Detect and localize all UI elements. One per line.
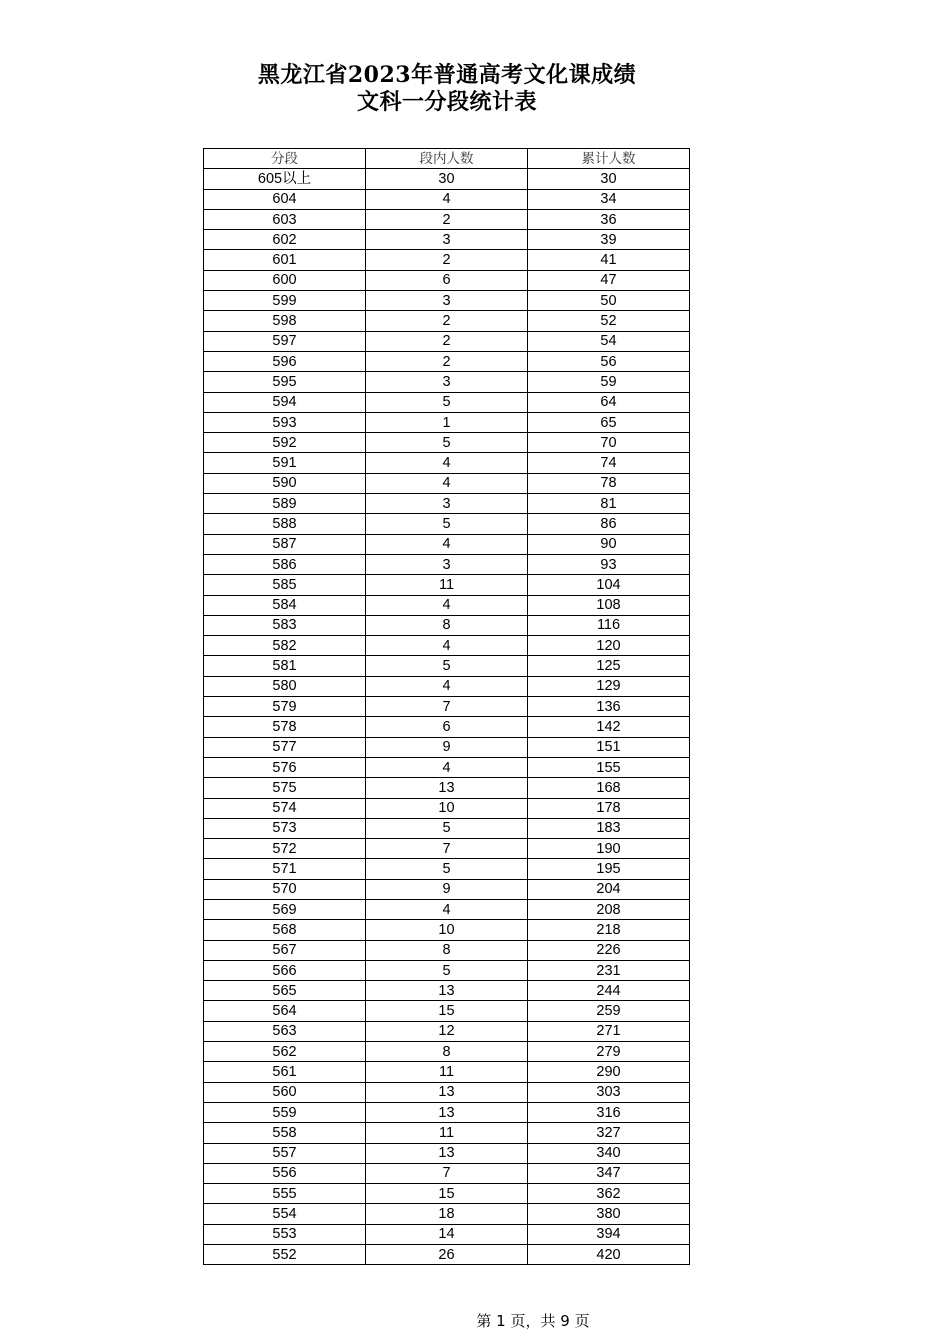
cell-count-in-segment: 13 xyxy=(366,981,528,1001)
cell-count-in-segment: 3 xyxy=(366,372,528,392)
cell-cumulative-count: 226 xyxy=(528,940,690,960)
table-row xyxy=(204,351,690,371)
cell-count-in-segment: 4 xyxy=(366,473,528,493)
cell-cumulative-count: 34 xyxy=(528,189,690,209)
document-subtitle: 文科一分段统计表 xyxy=(356,89,537,115)
cell-count-in-segment: 4 xyxy=(366,757,528,777)
table-row xyxy=(204,433,690,453)
cell-score-segment: 569 xyxy=(204,899,366,919)
cell-count-in-segment: 7 xyxy=(366,839,528,859)
cell-count-in-segment: 2 xyxy=(366,311,528,331)
cell-score-segment: 595 xyxy=(204,372,366,392)
cell-cumulative-count: 142 xyxy=(528,717,690,737)
cell-count-in-segment: 10 xyxy=(366,920,528,940)
cell-score-segment: 589 xyxy=(204,494,366,514)
table-row xyxy=(204,169,690,189)
table-row xyxy=(204,1021,690,1041)
cell-score-segment: 590 xyxy=(204,473,366,493)
cell-count-in-segment: 8 xyxy=(366,1042,528,1062)
header-count-in-segment: 段内人数 xyxy=(366,149,528,169)
table-row xyxy=(204,1042,690,1062)
table-row xyxy=(204,757,690,777)
cell-score-segment: 578 xyxy=(204,717,366,737)
cell-count-in-segment: 13 xyxy=(366,1143,528,1163)
cell-score-segment: 572 xyxy=(204,839,366,859)
table-row xyxy=(204,778,690,798)
table-row xyxy=(204,1184,690,1204)
cell-score-segment: 588 xyxy=(204,514,366,534)
cell-count-in-segment: 11 xyxy=(366,1062,528,1082)
cell-score-segment: 555 xyxy=(204,1184,366,1204)
cell-count-in-segment: 4 xyxy=(366,676,528,696)
cell-count-in-segment: 4 xyxy=(366,453,528,473)
cell-count-in-segment: 14 xyxy=(366,1224,528,1244)
cell-score-segment: 565 xyxy=(204,981,366,1001)
cell-cumulative-count: 151 xyxy=(528,737,690,757)
cell-cumulative-count: 36 xyxy=(528,209,690,229)
cell-score-segment: 552 xyxy=(204,1245,366,1265)
table-row xyxy=(204,960,690,980)
cell-cumulative-count: 190 xyxy=(528,839,690,859)
cell-score-segment: 582 xyxy=(204,636,366,656)
cell-cumulative-count: 90 xyxy=(528,534,690,554)
cell-cumulative-count: 81 xyxy=(528,494,690,514)
cell-cumulative-count: 316 xyxy=(528,1102,690,1122)
cell-cumulative-count: 218 xyxy=(528,920,690,940)
cell-score-segment: 567 xyxy=(204,940,366,960)
cell-score-segment: 564 xyxy=(204,1001,366,1021)
cell-cumulative-count: 178 xyxy=(528,798,690,818)
table-row xyxy=(204,1143,690,1163)
cell-count-in-segment: 4 xyxy=(366,189,528,209)
table-row xyxy=(204,1163,690,1183)
cell-count-in-segment: 3 xyxy=(366,494,528,514)
cell-count-in-segment: 26 xyxy=(366,1245,528,1265)
cell-cumulative-count: 39 xyxy=(528,230,690,250)
table-row xyxy=(204,270,690,290)
header-cumulative-count: 累计人数 xyxy=(528,149,690,169)
cell-cumulative-count: 259 xyxy=(528,1001,690,1021)
cell-cumulative-count: 56 xyxy=(528,351,690,371)
cell-cumulative-count: 65 xyxy=(528,412,690,432)
cell-score-segment: 599 xyxy=(204,291,366,311)
cell-cumulative-count: 64 xyxy=(528,392,690,412)
table-row xyxy=(204,209,690,229)
page-footer: 第 1 页，共 9 页 xyxy=(476,1312,590,1330)
cell-cumulative-count: 231 xyxy=(528,960,690,980)
table-row xyxy=(204,1062,690,1082)
table-row xyxy=(204,291,690,311)
cell-count-in-segment: 5 xyxy=(366,818,528,838)
cell-count-in-segment: 2 xyxy=(366,351,528,371)
table-row xyxy=(204,981,690,1001)
table-row xyxy=(204,1224,690,1244)
table-header-row xyxy=(204,149,690,169)
cell-count-in-segment: 3 xyxy=(366,230,528,250)
cell-cumulative-count: 59 xyxy=(528,372,690,392)
cell-count-in-segment: 4 xyxy=(366,534,528,554)
cell-cumulative-count: 195 xyxy=(528,859,690,879)
cell-score-segment: 581 xyxy=(204,656,366,676)
cell-cumulative-count: 136 xyxy=(528,697,690,717)
cell-cumulative-count: 279 xyxy=(528,1042,690,1062)
cell-cumulative-count: 362 xyxy=(528,1184,690,1204)
table-row xyxy=(204,920,690,940)
cell-score-segment: 573 xyxy=(204,818,366,838)
cell-count-in-segment: 3 xyxy=(366,554,528,574)
cell-score-segment: 586 xyxy=(204,554,366,574)
cell-count-in-segment: 5 xyxy=(366,656,528,676)
cell-cumulative-count: 380 xyxy=(528,1204,690,1224)
cell-score-segment: 556 xyxy=(204,1163,366,1183)
table-row xyxy=(204,818,690,838)
cell-score-segment: 571 xyxy=(204,859,366,879)
cell-count-in-segment: 9 xyxy=(366,879,528,899)
table-row xyxy=(204,1082,690,1102)
cell-score-segment: 574 xyxy=(204,798,366,818)
document-title: 黑龙江省2023年普通高考文化课成绩 xyxy=(257,62,637,88)
table-row xyxy=(204,697,690,717)
table-row xyxy=(204,656,690,676)
table-row xyxy=(204,575,690,595)
cell-count-in-segment: 8 xyxy=(366,940,528,960)
cell-score-segment: 557 xyxy=(204,1143,366,1163)
table-row xyxy=(204,473,690,493)
cell-count-in-segment: 5 xyxy=(366,960,528,980)
cell-count-in-segment: 5 xyxy=(366,859,528,879)
cell-score-segment: 577 xyxy=(204,737,366,757)
cell-count-in-segment: 11 xyxy=(366,1123,528,1143)
cell-cumulative-count: 50 xyxy=(528,291,690,311)
cell-count-in-segment: 4 xyxy=(366,636,528,656)
cell-count-in-segment: 1 xyxy=(366,412,528,432)
cell-score-segment: 559 xyxy=(204,1102,366,1122)
cell-count-in-segment: 2 xyxy=(366,250,528,270)
cell-cumulative-count: 104 xyxy=(528,575,690,595)
table-row xyxy=(204,879,690,899)
table-row xyxy=(204,798,690,818)
cell-count-in-segment: 4 xyxy=(366,899,528,919)
table-row xyxy=(204,859,690,879)
cell-cumulative-count: 155 xyxy=(528,757,690,777)
cell-cumulative-count: 52 xyxy=(528,311,690,331)
cell-score-segment: 563 xyxy=(204,1021,366,1041)
table-row xyxy=(204,636,690,656)
cell-count-in-segment: 15 xyxy=(366,1184,528,1204)
cell-score-segment: 566 xyxy=(204,960,366,980)
cell-count-in-segment: 6 xyxy=(366,717,528,737)
cell-count-in-segment: 10 xyxy=(366,798,528,818)
cell-score-segment: 553 xyxy=(204,1224,366,1244)
cell-count-in-segment: 12 xyxy=(366,1021,528,1041)
cell-cumulative-count: 108 xyxy=(528,595,690,615)
header-score-segment: 分段 xyxy=(204,149,366,169)
cell-count-in-segment: 13 xyxy=(366,1102,528,1122)
cell-score-segment: 575 xyxy=(204,778,366,798)
cell-count-in-segment: 5 xyxy=(366,514,528,534)
cell-cumulative-count: 125 xyxy=(528,656,690,676)
cell-cumulative-count: 47 xyxy=(528,270,690,290)
cell-count-in-segment: 3 xyxy=(366,291,528,311)
cell-score-segment: 587 xyxy=(204,534,366,554)
table-row xyxy=(204,534,690,554)
cell-score-segment: 561 xyxy=(204,1062,366,1082)
cell-cumulative-count: 93 xyxy=(528,554,690,574)
table-row xyxy=(204,615,690,635)
table-row xyxy=(204,1102,690,1122)
table-row xyxy=(204,676,690,696)
cell-score-segment: 602 xyxy=(204,230,366,250)
cell-score-segment: 585 xyxy=(204,575,366,595)
cell-score-segment: 558 xyxy=(204,1123,366,1143)
table-row xyxy=(204,1245,690,1265)
cell-score-segment: 593 xyxy=(204,412,366,432)
cell-cumulative-count: 303 xyxy=(528,1082,690,1102)
table-row xyxy=(204,189,690,209)
table-row xyxy=(204,1204,690,1224)
cell-cumulative-count: 30 xyxy=(528,169,690,189)
cell-score-segment: 600 xyxy=(204,270,366,290)
cell-count-in-segment: 7 xyxy=(366,697,528,717)
table-row xyxy=(204,331,690,351)
cell-cumulative-count: 271 xyxy=(528,1021,690,1041)
cell-cumulative-count: 347 xyxy=(528,1163,690,1183)
table-row xyxy=(204,372,690,392)
cell-cumulative-count: 290 xyxy=(528,1062,690,1082)
table-row xyxy=(204,717,690,737)
cell-count-in-segment: 15 xyxy=(366,1001,528,1021)
cell-score-segment: 560 xyxy=(204,1082,366,1102)
cell-score-segment: 592 xyxy=(204,433,366,453)
cell-score-segment: 562 xyxy=(204,1042,366,1062)
table-row xyxy=(204,737,690,757)
cell-count-in-segment: 30 xyxy=(366,169,528,189)
cell-score-segment: 597 xyxy=(204,331,366,351)
table-row xyxy=(204,554,690,574)
cell-cumulative-count: 244 xyxy=(528,981,690,1001)
cell-count-in-segment: 6 xyxy=(366,270,528,290)
cell-count-in-segment: 13 xyxy=(366,778,528,798)
cell-count-in-segment: 9 xyxy=(366,737,528,757)
cell-cumulative-count: 54 xyxy=(528,331,690,351)
table-row xyxy=(204,494,690,514)
cell-score-segment: 596 xyxy=(204,351,366,371)
cell-cumulative-count: 70 xyxy=(528,433,690,453)
cell-count-in-segment: 7 xyxy=(366,1163,528,1183)
cell-score-segment: 598 xyxy=(204,311,366,331)
cell-count-in-segment: 2 xyxy=(366,209,528,229)
cell-score-segment: 584 xyxy=(204,595,366,615)
table-row xyxy=(204,899,690,919)
cell-cumulative-count: 340 xyxy=(528,1143,690,1163)
table-row xyxy=(204,839,690,859)
cell-count-in-segment: 8 xyxy=(366,615,528,635)
table-row xyxy=(204,595,690,615)
cell-cumulative-count: 394 xyxy=(528,1224,690,1244)
table-row xyxy=(204,230,690,250)
table-row xyxy=(204,514,690,534)
cell-cumulative-count: 168 xyxy=(528,778,690,798)
cell-count-in-segment: 11 xyxy=(366,575,528,595)
cell-score-segment: 604 xyxy=(204,189,366,209)
cell-score-segment: 580 xyxy=(204,676,366,696)
cell-cumulative-count: 208 xyxy=(528,899,690,919)
cell-cumulative-count: 86 xyxy=(528,514,690,534)
cell-score-segment: 583 xyxy=(204,615,366,635)
cell-count-in-segment: 5 xyxy=(366,433,528,453)
cell-cumulative-count: 204 xyxy=(528,879,690,899)
table-row xyxy=(204,412,690,432)
table-row xyxy=(204,1001,690,1021)
cell-cumulative-count: 41 xyxy=(528,250,690,270)
cell-score-segment: 568 xyxy=(204,920,366,940)
cell-score-segment: 603 xyxy=(204,209,366,229)
cell-cumulative-count: 129 xyxy=(528,676,690,696)
score-distribution-table xyxy=(203,148,690,1265)
table-row xyxy=(204,311,690,331)
table-row xyxy=(204,453,690,473)
cell-count-in-segment: 4 xyxy=(366,595,528,615)
table-row xyxy=(204,1123,690,1143)
cell-count-in-segment: 5 xyxy=(366,392,528,412)
cell-score-segment: 554 xyxy=(204,1204,366,1224)
table-row xyxy=(204,392,690,412)
cell-score-segment: 576 xyxy=(204,757,366,777)
cell-score-segment: 601 xyxy=(204,250,366,270)
cell-score-segment: 605以上 xyxy=(204,169,366,189)
cell-cumulative-count: 120 xyxy=(528,636,690,656)
cell-score-segment: 579 xyxy=(204,697,366,717)
cell-count-in-segment: 13 xyxy=(366,1082,528,1102)
cell-cumulative-count: 327 xyxy=(528,1123,690,1143)
cell-cumulative-count: 74 xyxy=(528,453,690,473)
table-row xyxy=(204,250,690,270)
cell-score-segment: 570 xyxy=(204,879,366,899)
cell-count-in-segment: 18 xyxy=(366,1204,528,1224)
cell-score-segment: 594 xyxy=(204,392,366,412)
cell-count-in-segment: 2 xyxy=(366,331,528,351)
cell-cumulative-count: 420 xyxy=(528,1245,690,1265)
table-body xyxy=(204,169,690,1265)
cell-cumulative-count: 78 xyxy=(528,473,690,493)
table-row xyxy=(204,940,690,960)
cell-cumulative-count: 116 xyxy=(528,615,690,635)
cell-cumulative-count: 183 xyxy=(528,818,690,838)
cell-score-segment: 591 xyxy=(204,453,366,473)
